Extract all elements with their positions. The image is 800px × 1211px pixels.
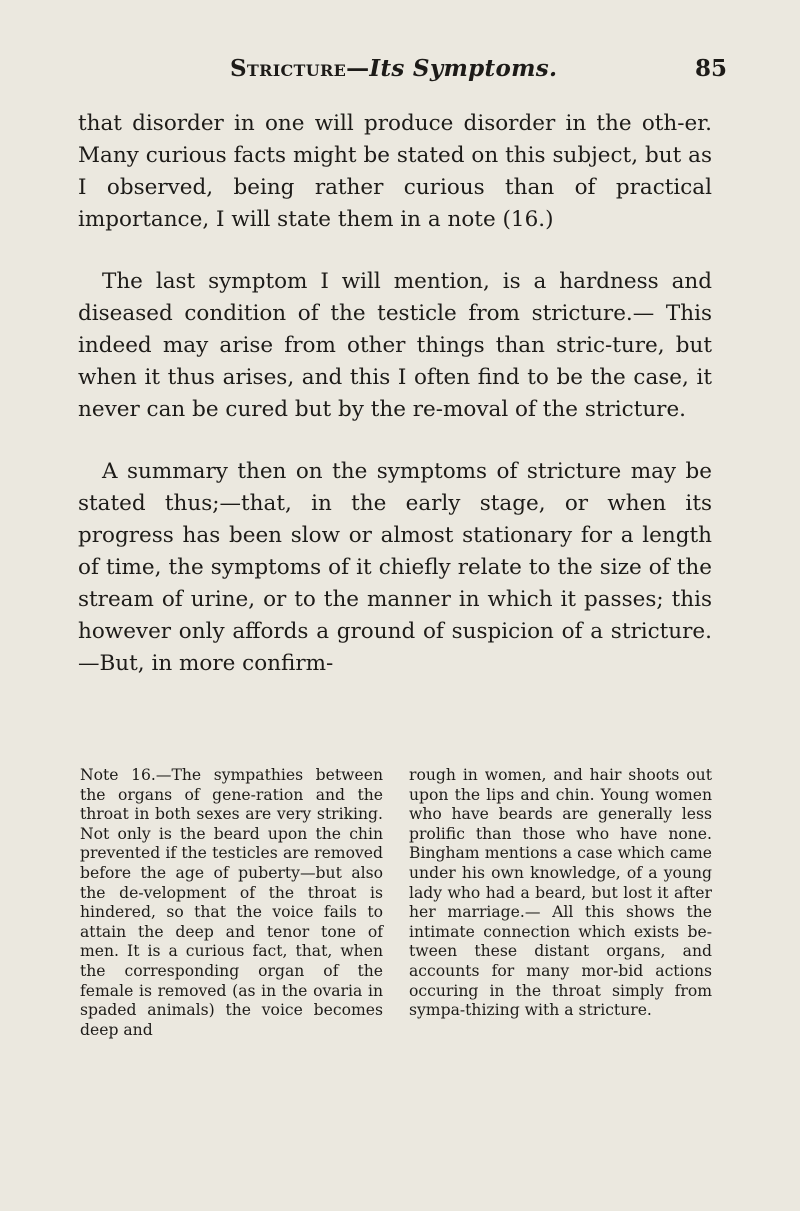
page-header — [0, 55, 800, 89]
running-title — [230, 55, 557, 82]
main-text — [78, 108, 712, 710]
footnote-column-left: Note 16.—The sympathies between the organs of gene-ration and the throat in both sexes are very striking. Not only is the beard upon the chin prevented if the testicles are removed before the age of puberty—but also the de-velopment of the throat is hindered, so that the voice fails to attain the deep and tenor tone of men. It is a curious fact, that, when the corresponding organ of the female is removed (as in the ovaria in spaded animals) the voice becomes deep and — [80, 766, 383, 1039]
page-number: 85 — [695, 55, 728, 82]
running-title-italic: Its Symptoms. — [369, 55, 558, 82]
footnote — [80, 766, 712, 1040]
paragraph-1: that disorder in one will produce disorder in the oth-er. Many curious facts might be stated on this subject, but as I observed, being rather curious than of practical importance, I will state them in a note (16.) — [78, 111, 712, 232]
running-title-main: Stricture— — [230, 55, 370, 82]
paragraph-2: The last symptom I will mention, is a hardness and diseased condition of the testicle from stricture.— This indeed may arise from other things than stric-ture, but when it thus arises, and this I often find to be the case, it never can be cured but by the re-moval of the stricture. — [78, 269, 712, 422]
footnote-column-right: rough in women, and hair shoots out upon the lips and chin. Young women who have beards are generally less prolific than those who have none. Bingham mentions a case which came under his own knowledge, of a young lady who had a beard, but lost it after her marriage.— All this shows the intimate connection which exists be-tween these distant organs, and accounts for many mor-bid actions occuring in the throat simply from sympa-thizing with a stricture. — [409, 766, 712, 1020]
paragraph-3: A summary then on the symptoms of stricture may be stated thus;—that, in the early stage, or when its progress has been slow or almost stationary for a length of time, the symptoms of it chiefly relate to the size of the stream of urine, or to the manner in which it passes; this however only affords a ground of suspicion of a stricture.—But, in more confirm- — [78, 459, 712, 676]
